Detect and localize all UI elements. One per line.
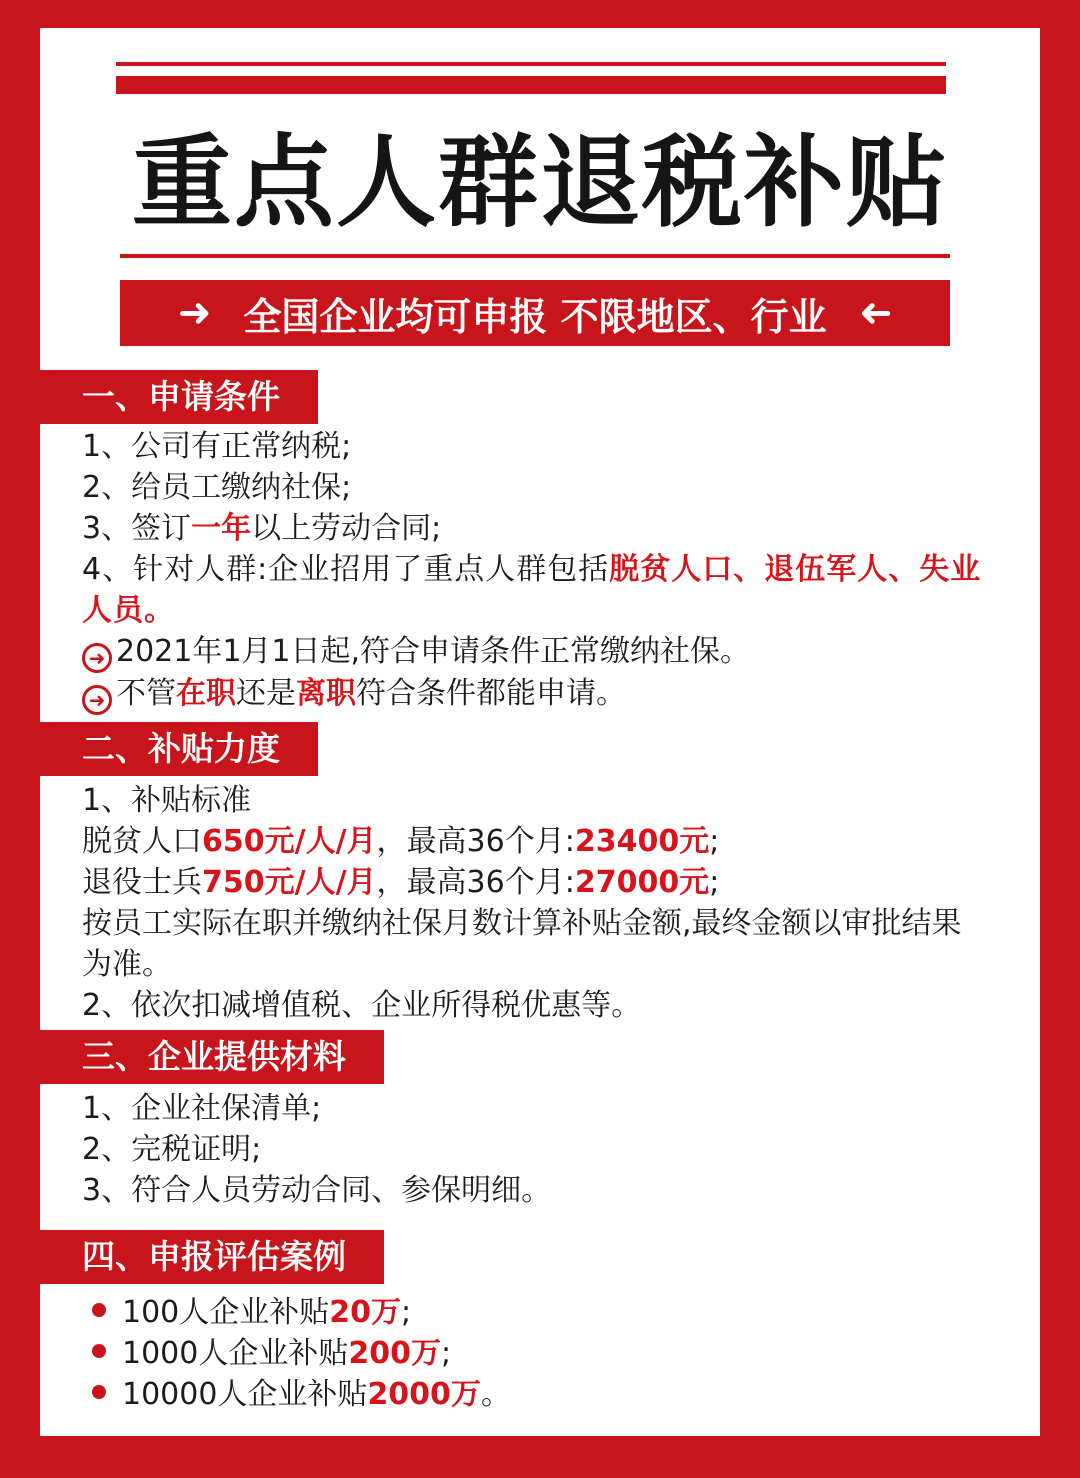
list-item: 3、符合人员劳动合同、参保明细。 xyxy=(82,1173,552,1208)
bullet-icon xyxy=(92,1385,106,1399)
section-heading-cases: 四、申报评估案例 xyxy=(40,1230,384,1284)
section-heading-subsidy: 二、补贴力度 xyxy=(40,722,318,776)
list-item: 1、企业社保清单; xyxy=(82,1091,322,1126)
list-item: 3、签订一年以上劳动合同; xyxy=(82,511,442,546)
arrow-right-icon: ➜ xyxy=(177,290,212,336)
banner-text: 全国企业均可申报 不限地区、行业 xyxy=(243,294,827,339)
poster xyxy=(40,28,1040,1436)
list-item: 100人企业补贴20万; xyxy=(82,1292,987,1333)
bullet-icon xyxy=(92,1344,106,1358)
top-rule-thick xyxy=(116,76,946,94)
note-item: ➜ 不管在职还是离职符合条件都能申请。 xyxy=(82,673,987,715)
banner xyxy=(120,280,950,346)
list-item: 按员工实际在职并缴纳社保月数计算补贴金额,最终金额以审批结果为准。 xyxy=(82,906,962,982)
section-body-conditions xyxy=(82,426,987,715)
section-heading-conditions: 一、申请条件 xyxy=(40,370,318,424)
note-item: ➜ 2021年1月1日起,符合申请条件正常缴纳社保。 xyxy=(82,631,987,673)
list-item: 脱贫人口650元/人/月，最高36个月:23400元; xyxy=(82,824,720,859)
section-body-subsidy xyxy=(82,780,987,1026)
list-item: 2、完税证明; xyxy=(82,1132,262,1167)
top-rule-thin xyxy=(116,62,946,66)
list-item: 1000人企业补贴200万; xyxy=(82,1333,987,1374)
title-underline xyxy=(120,254,950,258)
circle-arrow-icon: ➜ xyxy=(82,643,112,673)
list-item: 2、依次扣减增值税、企业所得税优惠等。 xyxy=(82,988,642,1023)
list-item: 4、针对人群:企业招用了重点人群包括脱贫人口、退伍军人、失业人员。 xyxy=(82,552,982,628)
list-item: 退役士兵750元/人/月，最高36个月:27000元; xyxy=(82,865,720,900)
circle-arrow-icon: ➜ xyxy=(82,685,112,715)
bullet-icon xyxy=(92,1303,106,1317)
list-item: 2、给员工缴纳社保; xyxy=(82,470,352,505)
section-body-cases xyxy=(82,1292,987,1415)
section-heading-materials: 三、企业提供材料 xyxy=(40,1030,384,1084)
section-body-materials xyxy=(82,1088,987,1211)
poster-title: 重点人群退税补贴 xyxy=(132,124,948,241)
arrow-left-icon: ➜ xyxy=(858,290,893,336)
list-item: 10000人企业补贴2000万。 xyxy=(82,1374,987,1415)
list-item: 1、补贴标准 xyxy=(82,783,252,818)
list-item: 1、公司有正常纳税; xyxy=(82,429,352,464)
